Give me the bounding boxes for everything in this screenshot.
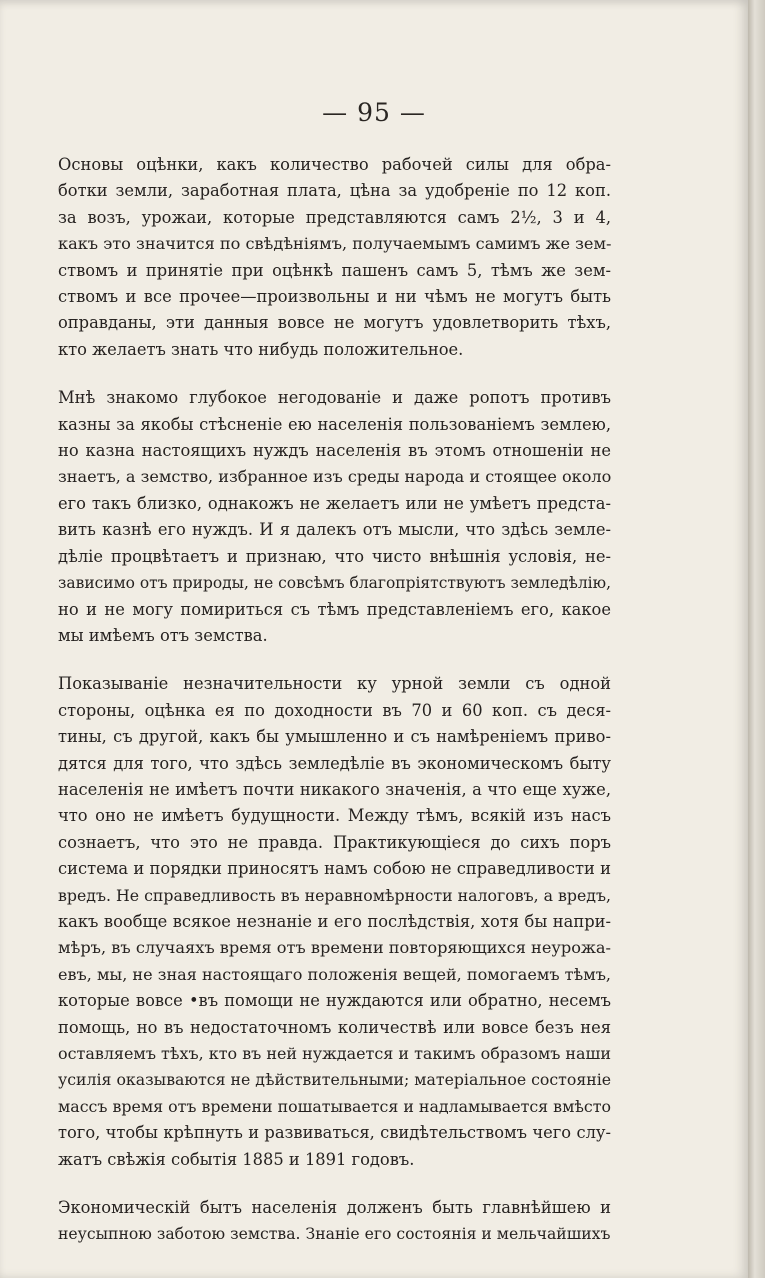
text-line: дѣліе процвѣтаетъ и признаю, что чисто внѣшнія условія, не- <box>58 546 611 566</box>
text-line: оставляемъ тѣхъ, кто въ ней нуждается и такимъ образомъ наши <box>58 1044 611 1063</box>
paragraph <box>58 385 611 649</box>
text-line: мы имѣемъ отъ земства. <box>58 625 268 645</box>
text-line: казны за якобы стѣсненіе ею населенія пользованіемъ землею, <box>58 414 611 434</box>
text-line: оправданы, эти данныя вовсе не могутъ удовлетворить тѣхъ, <box>58 313 611 333</box>
text-line: того, чтобы крѣпнуть и развиваться, свидѣтельствомъ чего слу- <box>58 1123 611 1143</box>
text-line: евъ, мы, не зная настоящаго положенія вещей, помогаемъ тѣмъ, <box>58 964 611 984</box>
text-line: зависимо отъ природы, не совсѣмъ благопріятствуютъ земледѣлію, <box>58 574 611 593</box>
text-line: какъ вообще всякое незнаніе и его послѣдствія, хотя бы напри- <box>58 911 611 931</box>
paragraph <box>58 152 611 363</box>
text-line: ствомъ и принятіе при оцѣнкѣ пашенъ самъ 5, тѣмъ же зем- <box>58 260 611 280</box>
text-line: массъ время отъ времени пошатывается и надламывается вмѣсто <box>58 1096 611 1116</box>
text-line: система и порядки приносятъ намъ собою не справедливости и <box>58 859 611 879</box>
text-line: неусыпною заботою земства. Знаніе его состоянія и мельчайшихъ <box>58 1224 611 1244</box>
text-line: мѣръ, въ случаяхъ время отъ времени повторяющихся неурожа- <box>58 938 611 958</box>
body-text <box>58 152 611 1270</box>
text-line: но и не могу помириться съ тѣмъ представленіемъ его, какое <box>58 599 611 619</box>
text-line: дятся для того, что здѣсь земледѣліе въ экономическомъ быту <box>58 753 611 773</box>
text-line: знаетъ, а земство, избранное изъ среды народа и стоящее около <box>58 467 612 487</box>
text-line: Основы оцѣнки, какъ количество рабочей силы для обра- <box>58 155 611 174</box>
text-line: стороны, оцѣнка ея по доходности въ 70 и 60 коп. съ деся- <box>58 700 611 720</box>
text-line: Экономическій бытъ населенія долженъ быть главнѣйшею и <box>58 1198 611 1218</box>
paragraph <box>58 671 611 1173</box>
text-line: вредъ. Не справедливость въ неравномѣрности налоговъ, а вредъ, <box>58 885 611 905</box>
text-line: за возъ, урожаи, которые представляются самъ 2½, 3 и 4, <box>58 207 611 227</box>
text-line: Показываніе незначительности ку урной земли съ одной <box>58 674 611 694</box>
text-line: сознаетъ, что это не правда. Практикующіеся до сихъ поръ <box>58 832 611 852</box>
text-line: Мнѣ знакомо глубокое негодованіе и даже ропотъ противъ <box>58 388 611 408</box>
text-line: ствомъ и все прочее—произвольны и ни чѣмъ не могутъ быть <box>58 287 611 307</box>
text-line: помощь, но въ недостаточномъ количествѣ или вовсе безъ нея <box>58 1017 611 1037</box>
text-line: его такъ близко, однакожъ не желаетъ или не умѣетъ предста- <box>58 493 611 513</box>
text-line: тины, съ другой, какъ бы умышленно и съ намѣреніемъ приво- <box>58 727 611 747</box>
text-line: ботки земли, заработная плата, цѣна за удобреніе по 12 коп. <box>58 181 611 201</box>
text-line: кто желаетъ знать что нибудь положительное. <box>58 339 464 359</box>
text-line: жатъ свѣжія событія 1885 и 1891 годовъ. <box>58 1149 415 1169</box>
paragraph <box>58 1195 611 1248</box>
page-number: — 95 — <box>322 98 426 127</box>
text-line: вить казнѣ его нуждъ. И я далекъ отъ мысли, что здѣсь земле- <box>58 520 611 540</box>
text-line: какъ это значится по свѣдѣніямъ, получаемымъ самимъ же зем- <box>58 234 612 254</box>
text-line: но казна настоящихъ нуждъ населенія въ этомъ отношеніи не <box>58 441 611 461</box>
text-line: что оно не имѣетъ будущности. Между тѣмъ, всякій изъ насъ <box>58 806 611 826</box>
text-line: населенія не имѣетъ почти никакого значенія, а что еще хуже, <box>58 779 611 799</box>
page-edge <box>748 0 765 1278</box>
text-line: усилія оказываются не дѣйствительными; матеріальное состояніе <box>58 1070 612 1090</box>
text-line: которые вовсе •въ помощи не нуждаются или обратно, несемъ <box>58 991 611 1011</box>
